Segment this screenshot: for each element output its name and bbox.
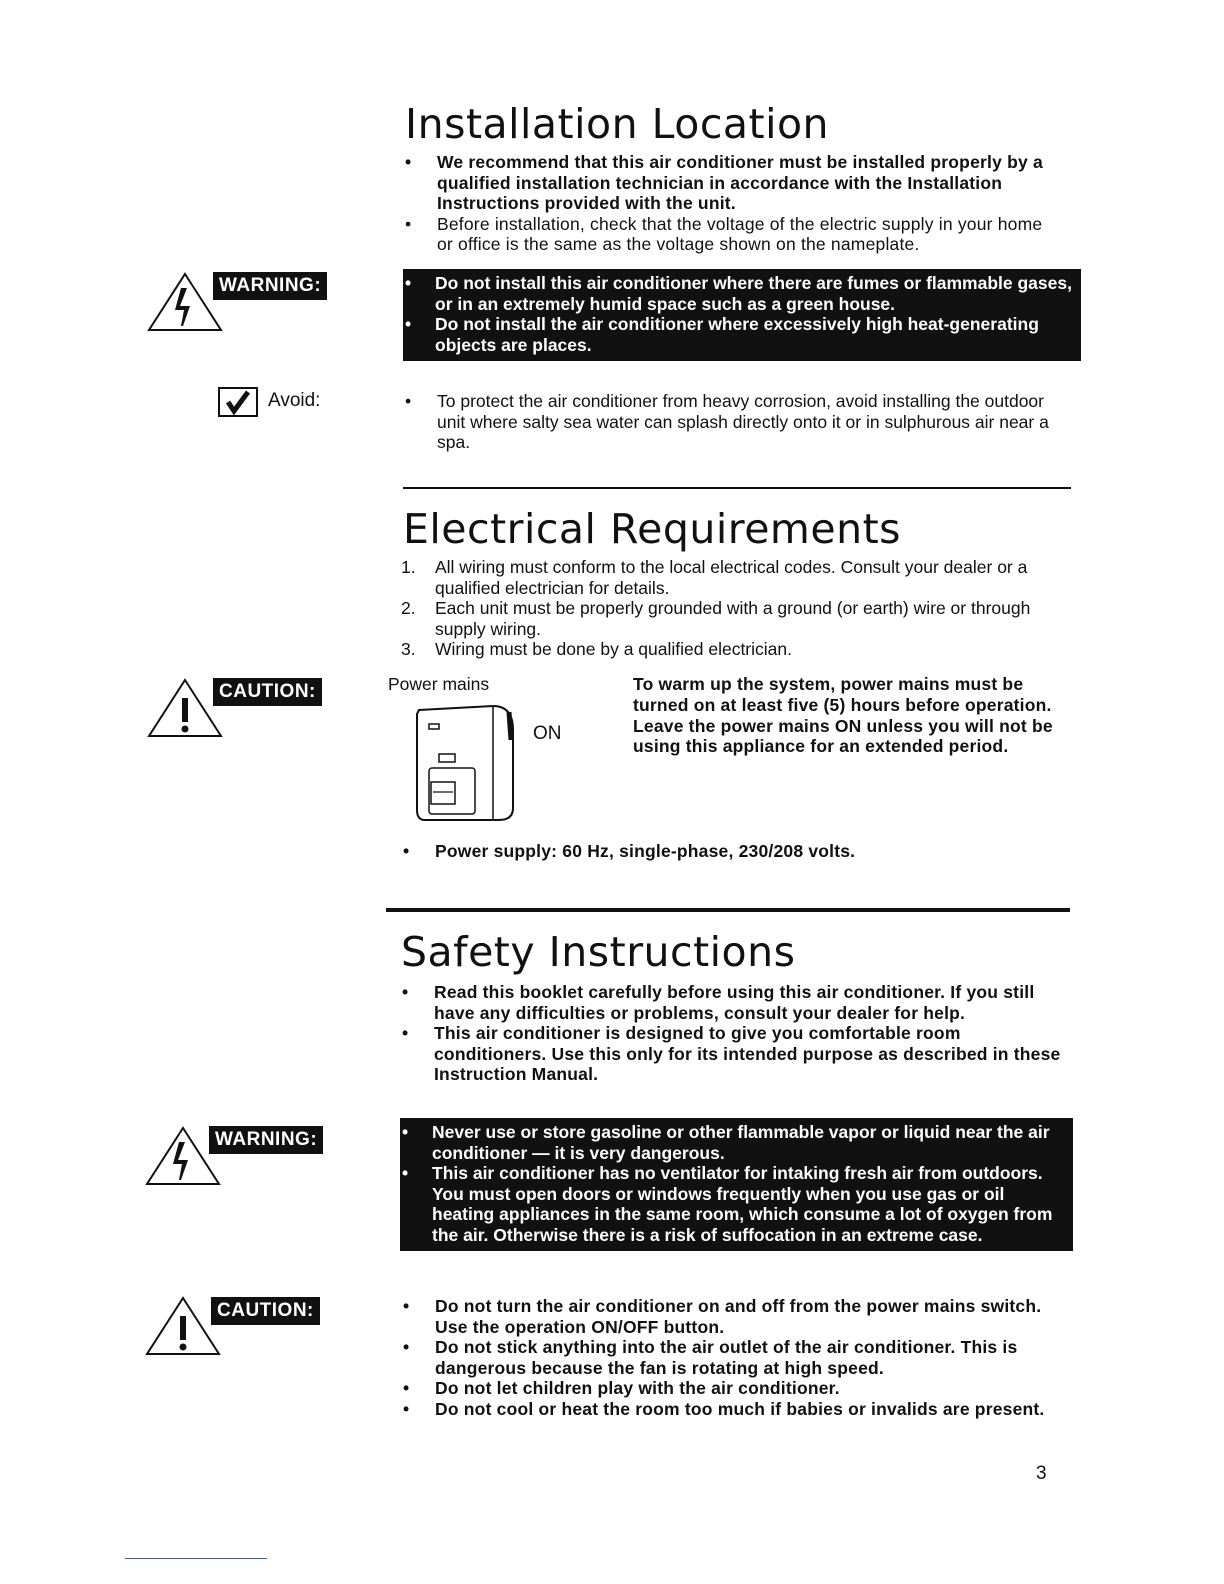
list-item: • Do not let children play with the air conditioner.: [403, 1378, 840, 1398]
safety-title: Safety Instructions: [401, 928, 796, 976]
list-item: • Never use or store gasoline or other flammable vapor or liquid near the air conditioner — it is very dangerous.: [402, 1122, 1050, 1163]
power-mains-label: Power mains: [388, 674, 490, 694]
caution-text: To warm up the system, power mains must be turned on at least five (5) hours before operation. Leave the power mains ON unless you will not be using this appliance for an extended period.: [633, 674, 1053, 757]
section-divider: [403, 487, 1071, 489]
power-mains-on-label: ON: [533, 723, 562, 744]
list-item: • Do not cool or heat the room too much if babies or invalids are present.: [403, 1398, 1045, 1419]
warning-badge: WARNING:: [209, 1126, 323, 1154]
list-item: • This air conditioner is designed to give you comfortable room conditioners. Use this only for its intended purpose as described in these Instruction Manual.: [402, 1023, 1061, 1084]
safety-bullets: [400, 982, 1062, 1085]
list-item: • Read this booklet carefully before using this air conditioner. If you still have any difficulties or problems, consult your dealer for help.: [402, 982, 1035, 1023]
safety-caution-bullets: [401, 1296, 1071, 1419]
list-item: • To protect the air conditioner from heavy corrosion, avoid installing the outdoor unit where salty sea water can splash directly onto it or in sulphurous air near a spa.: [405, 391, 1049, 452]
installation-warning-box: [403, 269, 1081, 361]
electrical-title: Electrical Requirements: [403, 505, 902, 553]
avoid-label: Avoid:: [268, 390, 321, 411]
list-item: • Power supply: 60 Hz, single-phase, 230/208 volts.: [403, 841, 856, 861]
safety-warning-box: [400, 1118, 1073, 1251]
power-mains-switch-illustration: [413, 700, 523, 829]
page-number: 3: [1036, 1463, 1047, 1484]
list-item: • This air conditioner has no ventilator for intaking fresh air from outdoors. You must open doors or windows frequently when you use gas or oil heating appliances in the same room, which consume a lot of oxygen from the air. Otherwise there is a risk of suffocation in an extreme case.: [402, 1163, 1053, 1245]
warning-badge: WARNING:: [213, 272, 327, 300]
list-item: • Do not install the air conditioner where excessively high heat-generating objects are places.: [405, 314, 1039, 355]
installation-title: Installation Location: [405, 100, 830, 148]
list-item: • Do not turn the air conditioner on and off from the power mains switch. Use the operation ON/OFF button.: [403, 1296, 1042, 1337]
list-item: • We recommend that this air conditioner must be installed properly by a qualified installation technician in accordance with the Installation Instructions provided with the unit.: [405, 152, 1043, 213]
list-item: • Before installation, check that the voltage of the electric supply in your home or office is the same as the voltage shown on the nameplate.: [405, 213, 1043, 254]
avoid-checkbox-icon: [218, 387, 256, 415]
list-item: 3. Wiring must be done by a qualified electrician.: [401, 639, 792, 659]
section-divider: [386, 908, 1070, 912]
installation-bullets: [403, 152, 1063, 255]
power-supply-bullet: [401, 841, 1063, 862]
electrical-list: [401, 557, 1063, 660]
avoid-bullets: [403, 391, 1063, 453]
caution-badge: CAUTION:: [213, 678, 322, 706]
list-item: • Do not stick anything into the air outlet of the air conditioner. This is dangerous because the fan is rotating at high speed.: [403, 1337, 1018, 1378]
footer-divider: [125, 1558, 267, 1559]
list-item: 2. Each unit must be properly grounded with a ground (or earth) wire or through supply wiring.: [401, 598, 1031, 639]
caution-badge: CAUTION:: [211, 1297, 320, 1325]
list-item: 1. All wiring must conform to the local electrical codes. Consult your dealer or a qualified electrician for details.: [401, 557, 1028, 598]
list-item: • Do not install this air conditioner where there are fumes or flammable gases, or in an extremely humid space such as a green house.: [405, 273, 1072, 314]
